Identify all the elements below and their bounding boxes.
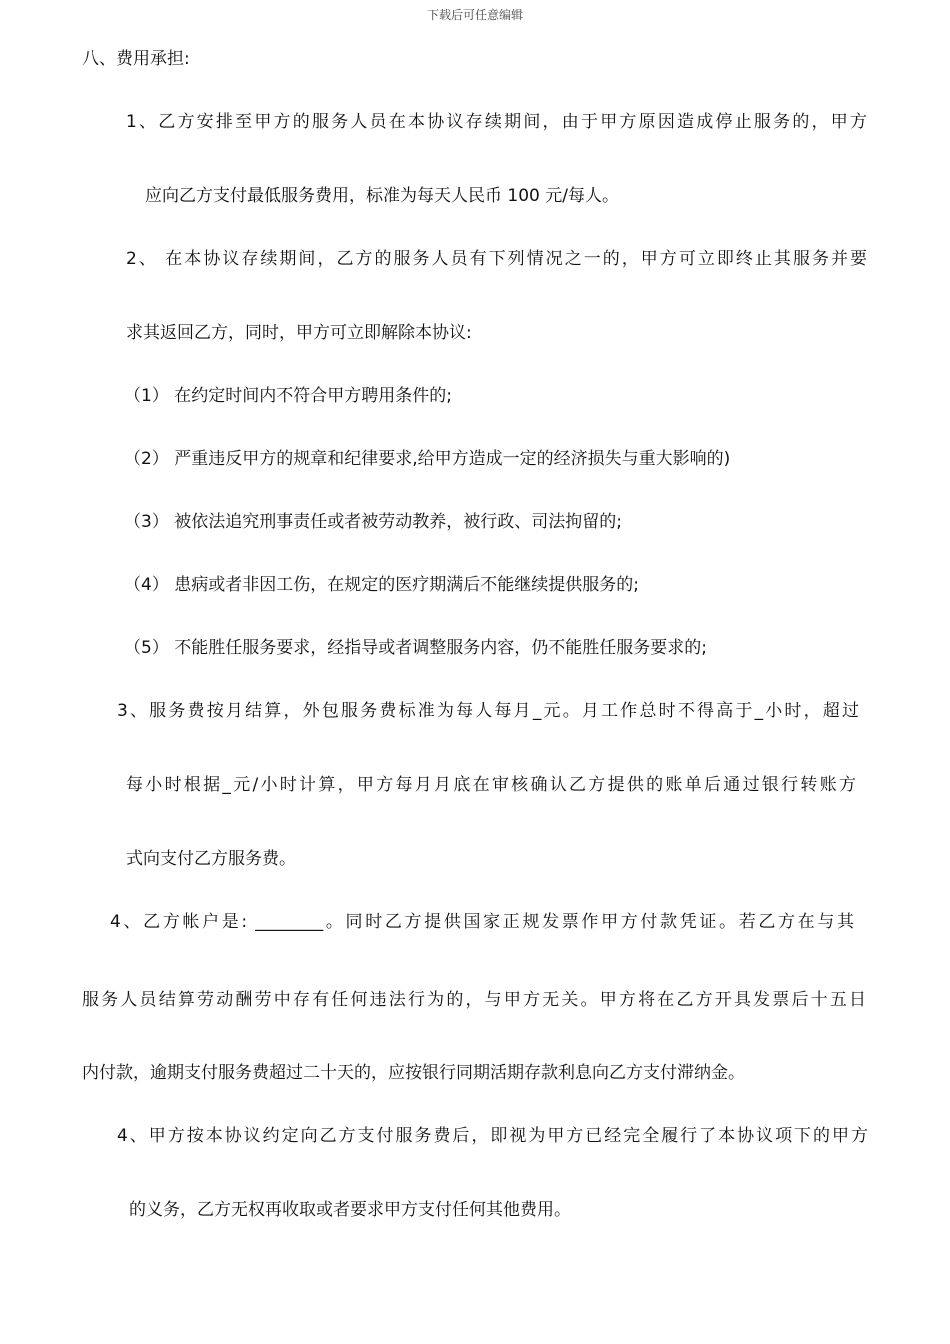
page-header: 下载后可任意编辑 bbox=[426, 8, 523, 22]
paragraph-3-line-1: 3、服务费按月结算，外包服务费标准为每人每月_元。月工作总时不得高于_小时，超过 bbox=[117, 701, 859, 721]
paragraph-3-line-2: 每小时根据_元/小时计算，甲方每月月底在审核确认乙方提供的账单后通过银行转账方 bbox=[126, 775, 856, 795]
paragraph-1-line-2: 应向乙方支付最低服务费用，标准为每天人民币 100 元/每人。 bbox=[145, 186, 619, 206]
paragraph-3-line-3: 式向支付乙方服务费。 bbox=[126, 849, 296, 869]
paragraph-2-line-1: 2、 在本协议存续期间，乙方的服务人员有下列情况之一的，甲方可立即终止其服务并要 bbox=[126, 249, 867, 269]
list-item-5: （5） 不能胜任服务要求，经指导或者调整服务内容，仍不能胜任服务要求的; bbox=[124, 638, 707, 658]
paragraph-4-line-2: 服务人员结算劳动酬劳中存有任何违法行为的，与甲方无关。甲方将在乙方开具发票后十五日 bbox=[82, 990, 866, 1010]
paragraph-5-line-2: 的义务，乙方无权再收取或者要求甲方支付任何其他费用。 bbox=[129, 1200, 571, 1220]
paragraph-1-line-1: 1、乙方安排至甲方的服务人员在本协议存续期间，由于甲方原因造成停止服务的，甲方 bbox=[126, 112, 867, 132]
paragraph-5-line-1: 4、甲方按本协议约定向乙方支付服务费后，即视为甲方已经完全履行了本协议项下的甲方 bbox=[117, 1126, 868, 1146]
list-item-3: （3） 被依法追究刑事责任或者被劳动教养，被行政、司法拘留的; bbox=[124, 512, 622, 532]
list-item-2: （2） 严重违反甲方的规章和纪律要求,给甲方造成一定的经济损失与重大影响的) bbox=[124, 449, 731, 469]
list-item-4: （4） 患病或者非因工伤，在规定的医疗期满后不能继续提供服务的; bbox=[124, 575, 639, 595]
list-item-1: （1） 在约定时间内不符合甲方聘用条件的; bbox=[124, 386, 452, 406]
paragraph-4-line-3: 内付款，逾期支付服务费超过二十天的，应按银行同期活期存款利息向乙方支付滞纳金。 bbox=[82, 1063, 745, 1083]
paragraph-2-line-2: 求其返回乙方，同时，甲方可立即解除本协议: bbox=[126, 323, 472, 343]
paragraph-4-line-1: 4、乙方帐户是: ________。同时乙方提供国家正规发票作甲方付款凭证。若乙方在与其 bbox=[110, 912, 854, 932]
section-title: 八、费用承担: bbox=[82, 49, 190, 69]
